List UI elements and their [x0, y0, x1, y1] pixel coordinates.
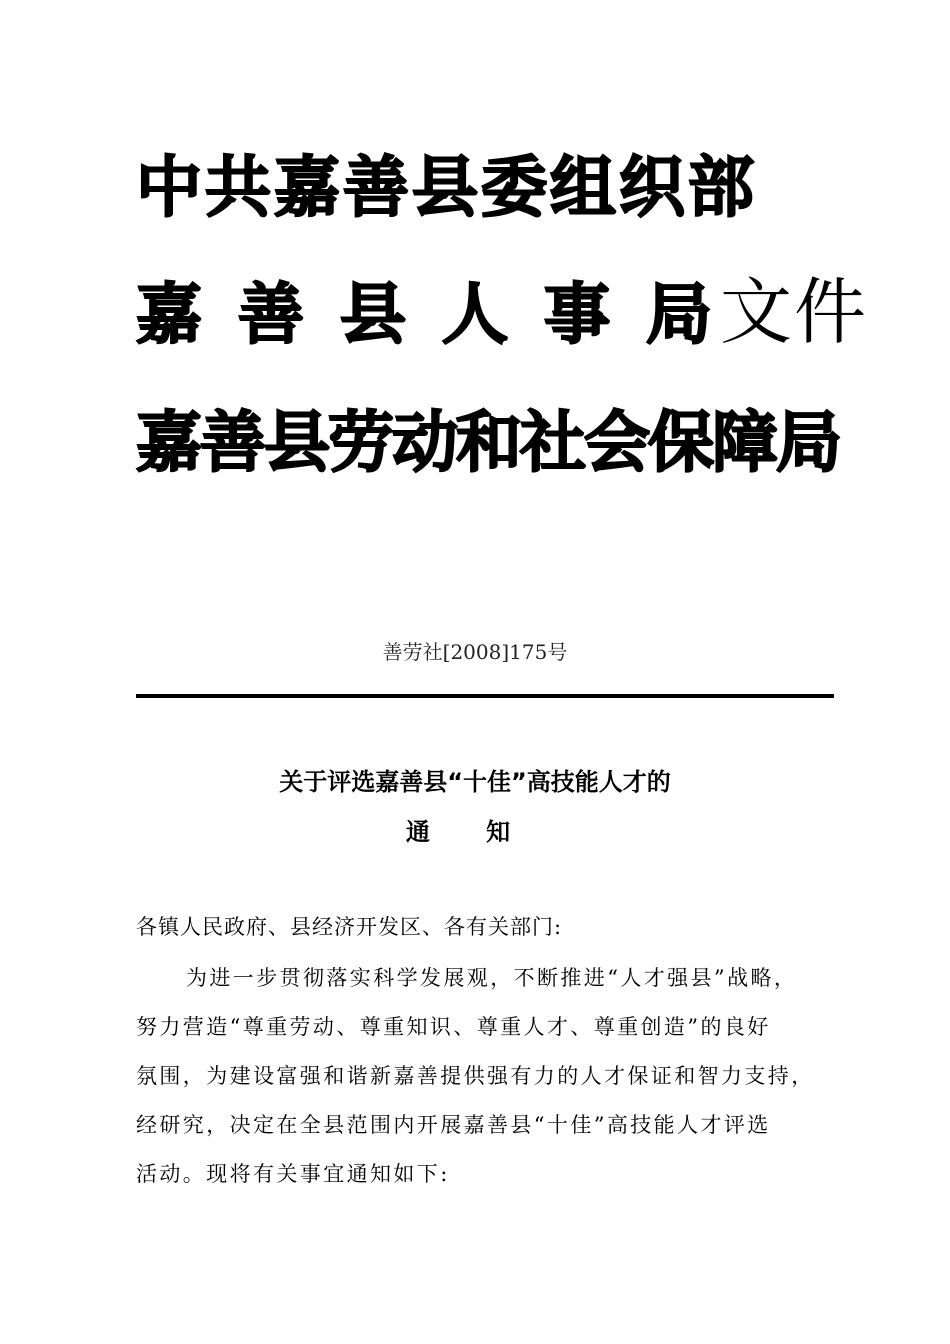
issuer-personnel-bureau: 嘉善县人事局 — [136, 276, 748, 353]
file-label: 文件 — [720, 270, 869, 354]
body-line: 努力营造“尊重劳动、尊重知识、尊重人才、尊重创造”的良好 — [136, 1015, 771, 1039]
body-line: 为进一步贯彻落实科学发展观，不断推进“人才强县”战略， — [186, 966, 798, 990]
body-line: 经研究，决定在全县范围内开展嘉善县“十佳”高技能人才评选 — [136, 1113, 771, 1137]
body-line: 活动。现将有关事宜通知如下: — [136, 1162, 450, 1186]
notice-title: 关于评选嘉善县“十佳”高技能人才的 — [279, 768, 671, 796]
issuer-labor-social-security-bureau: 嘉善县劳动和社会保障局 — [136, 404, 840, 481]
issuer-organization-department: 中共嘉善县委组织部 — [136, 149, 757, 226]
header-divider — [136, 694, 834, 698]
body-paragraph — [136, 954, 836, 1199]
salutation: 各镇人民政府、县经济开发区、各有关部门: — [136, 915, 563, 939]
document-number: 善劳社[2008]175号 — [382, 640, 568, 664]
notice-title-subtitle: 通 知 — [405, 818, 535, 846]
body-line: 氛围，为建设富强和谐新嘉善提供强有力的人才保证和智力支持， — [136, 1064, 815, 1088]
